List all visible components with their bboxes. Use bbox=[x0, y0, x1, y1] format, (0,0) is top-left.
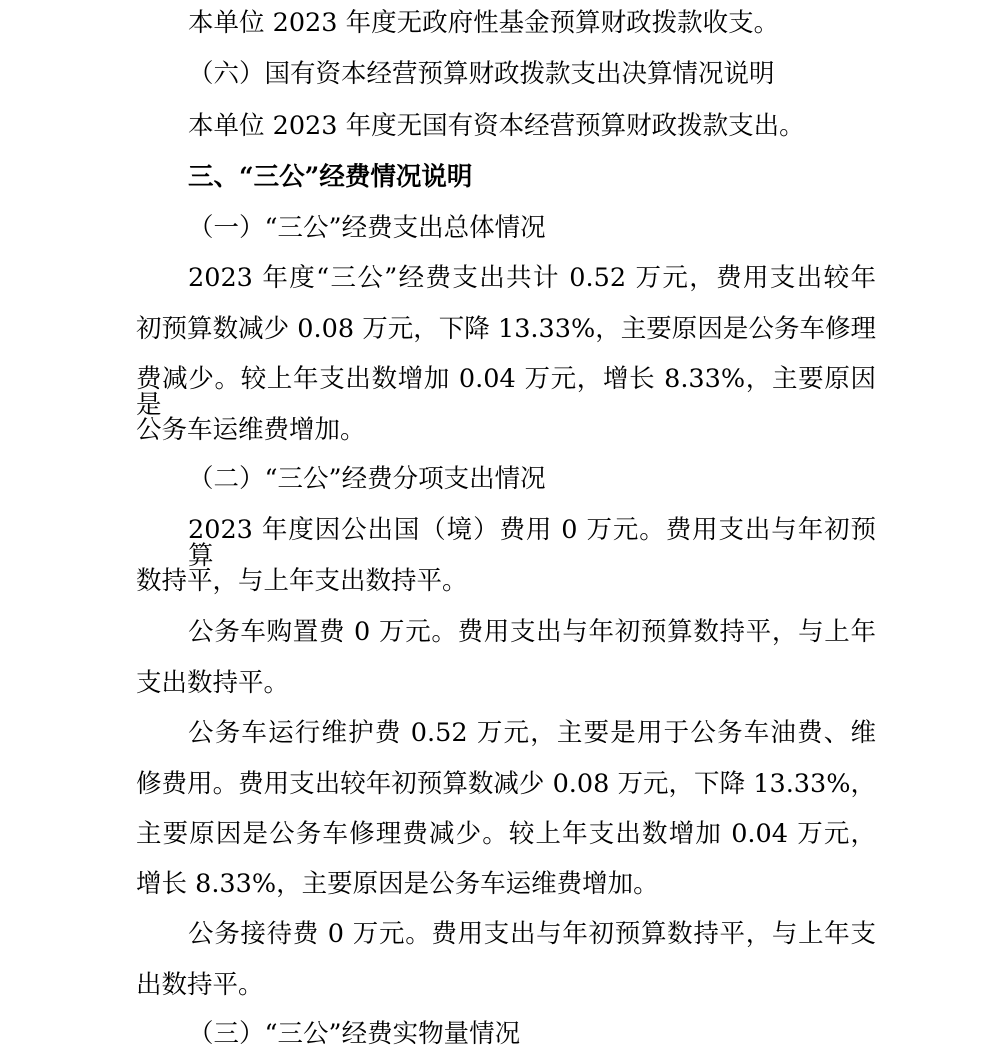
paragraph-line: 数持平，与上年支出数持平。 bbox=[136, 566, 468, 596]
paragraph-line: 本单位 2023 年度无国有资本经营预算财政拨款支出。 bbox=[188, 111, 805, 141]
paragraph-line: 2023 年度因公出国（境）费用 0 万元。费用支出与年初预算 bbox=[188, 515, 876, 571]
paragraph-line: 初预算数减少 0.08 万元，下降 13.33%，主要原因是公务车修理 bbox=[136, 314, 876, 344]
paragraph-line: 本单位 2023 年度无政府性基金预算财政拨款收支。 bbox=[188, 8, 780, 38]
paragraph-line: 公务车运行维护费 0.52 万元，主要是用于公务车油费、维 bbox=[188, 718, 876, 748]
subsection-heading: （三）“三公”经费实物量情况 bbox=[188, 1019, 521, 1049]
paragraph-line: 支出数持平。 bbox=[136, 668, 290, 698]
section-heading: 三、“三公”经费情况说明 bbox=[188, 162, 473, 192]
paragraph-line: 出数持平。 bbox=[136, 970, 264, 1000]
paragraph-line: 公务车运维费增加。 bbox=[136, 415, 366, 445]
paragraph-line: 增长 8.33%，主要原因是公务车运维费增加。 bbox=[136, 869, 659, 899]
paragraph-line: 修费用。费用支出较年初预算数减少 0.08 万元，下降 13.33%， bbox=[136, 769, 876, 799]
subsection-heading: （二）“三公”经费分项支出情况 bbox=[188, 464, 546, 494]
paragraph-line: 2023 年度“三公”经费支出共计 0.52 万元，费用支出较年 bbox=[188, 263, 876, 293]
paragraph-line: 费减少。较上年支出数增加 0.04 万元，增长 8.33%，主要原因是 bbox=[136, 364, 876, 420]
paragraph-line: 主要原因是公务车修理费减少。较上年支出数增加 0.04 万元， bbox=[136, 819, 876, 849]
paragraph-line: 公务接待费 0 万元。费用支出与年初预算数持平，与上年支 bbox=[188, 919, 876, 949]
subsection-heading: （一）“三公”经费支出总体情况 bbox=[188, 213, 546, 243]
paragraph-line: 公务车购置费 0 万元。费用支出与年初预算数持平，与上年 bbox=[188, 617, 876, 647]
subsection-heading: （六）国有资本经营预算财政拨款支出决算情况说明 bbox=[188, 59, 775, 89]
